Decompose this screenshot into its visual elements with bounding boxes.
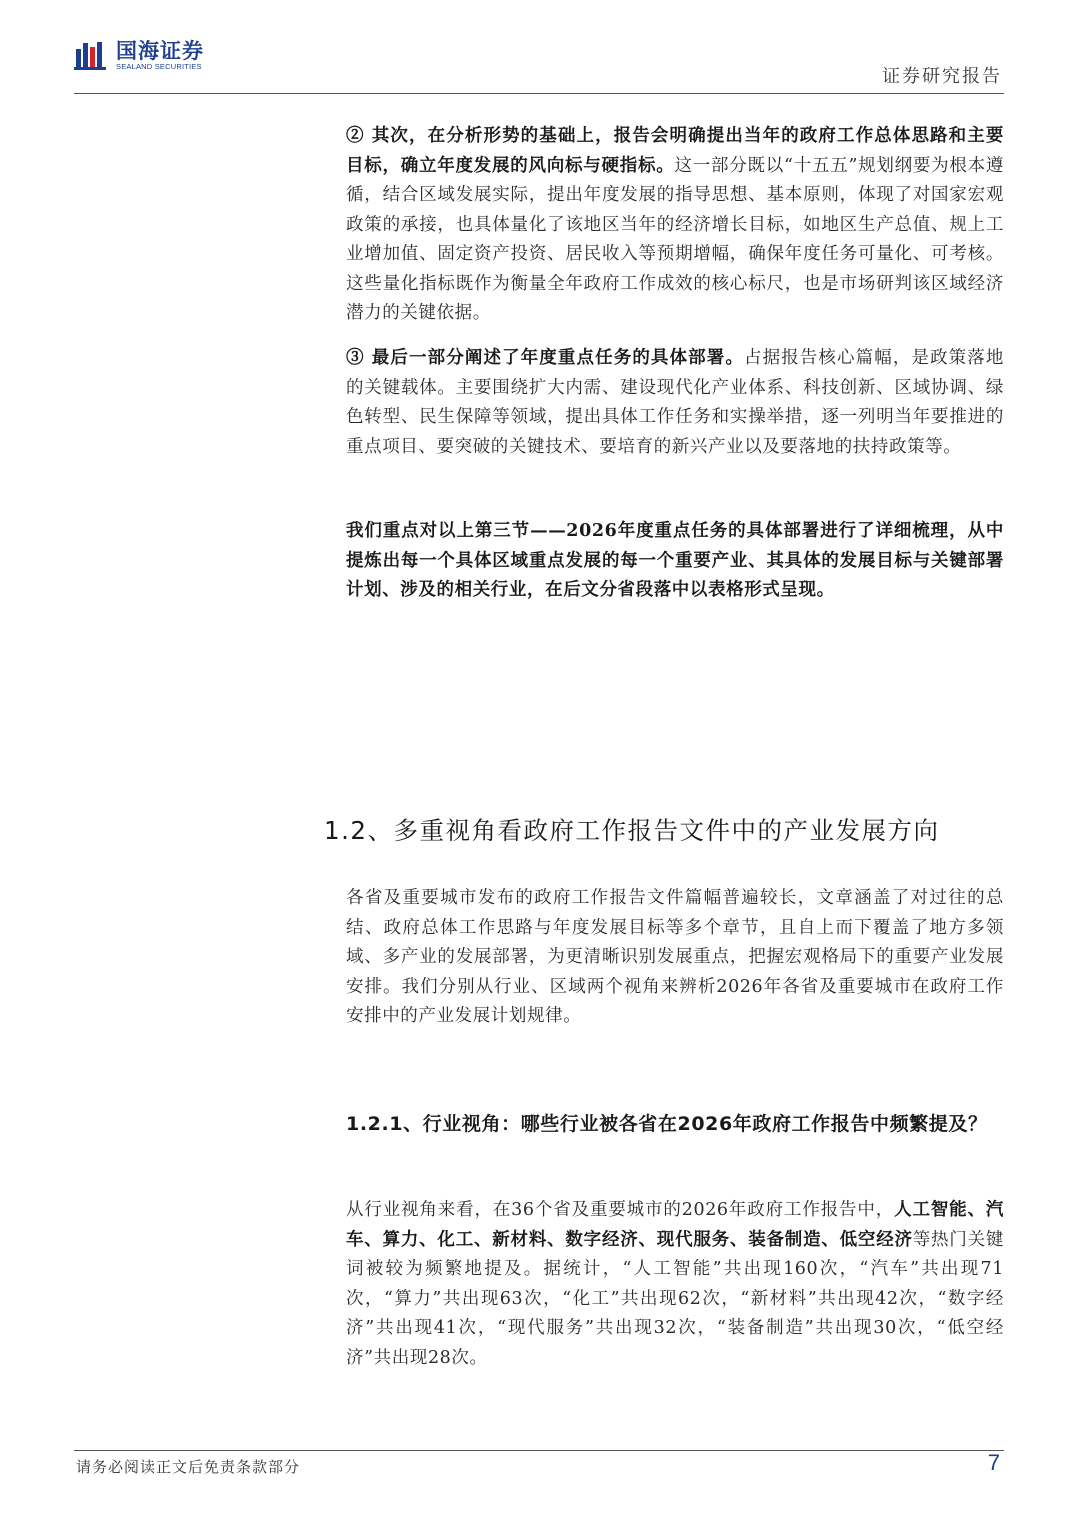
paragraph-objectives <box>346 122 1004 329</box>
paragraph-summary-text: 我们重点对以上第三节——2026年度重点任务的具体部署进行了详细梳理，从中提炼出每一个具体区域重点发展的每一个重要产业、其具体的发展目标与关键部署计划、涉及的相关行业，在后文分省段落中以表格形式呈现。 <box>346 521 1004 600</box>
paragraph-key-tasks <box>346 344 1004 462</box>
company-logo <box>74 40 204 71</box>
section-1-2-paragraph: 各省及重要城市发布的政府工作报告文件篇幅普遍较长，文章涵盖了对过往的总结、政府总体工作思路与年度发展目标等多个章节，且自上而下覆盖了地方多领域、多产业的发展部署，为更清晰识别发展重点，把握宏观格局下的重要产业发展安排。我们分别从行业、区域两个视角来辨析2026年各省及重要城市在政府工作安排中的产业发展计划规律。 <box>346 888 1004 1026</box>
section-1-2-body <box>346 884 1004 1032</box>
footer-divider <box>74 1450 1004 1451</box>
sealand-logo-icon <box>74 41 108 71</box>
paragraph-objectives-lead: ② 其次，在分析形势的基础上，报告会明确提出当年的政府工作总体思路和主要目标，确立年度发展的风向标与硬指标。 <box>346 126 1004 176</box>
paragraph-summary <box>346 517 1004 606</box>
page-header <box>0 0 1080 98</box>
page-number: 7 <box>987 1450 1000 1475</box>
logo-chinese-name: 国海证券 <box>116 39 204 63</box>
industry-keywords: 人工智能、汽车、算力、化工、新材料、数字经济、现代服务、装备制造、低空经济 <box>346 1200 1004 1250</box>
section-heading-1-2: 1.2、多重视角看政府工作报告文件中的产业发展方向 <box>324 816 940 845</box>
logo-english-name: SEALAND SECURITIES <box>116 62 202 71</box>
paragraph-key-tasks-body: 占据报告核心篇幅，是政策落地的关键载体。主要围绕扩大内需、建设现代化产业体系、科技创新、区域协调、绿色转型、民生保障等领域，提出具体工作任务和实操举措，逐一列明当年要推进的重点项目、要突破的关键技术、要培育的新兴产业以及要落地的扶持政策等。 <box>346 348 1004 457</box>
paragraph-objectives-body: 这一部分既以“十五五”规划纲要为根本遵循，结合区域发展实际，提出年度发展的指导思想、基本原则，体现了对国家宏观政策的承接，也具体量化了该地区当年的经济增长目标，如地区生产总值、规上工业增加值、固定资产投资、居民收入等预期增幅，确保年度任务可量化、可考核。这些量化指标既作为衡量全年政府工作成效的核心标尺，也是市场研判该区域经济潜力的关键依据。 <box>346 155 1004 323</box>
footer-disclaimer: 请务必阅读正文后免责条款部分 <box>76 1458 301 1476</box>
paragraph-key-tasks-lead: ③ 最后一部分阐述了年度重点任务的具体部署。 <box>346 348 744 368</box>
section-1-2-1-body <box>346 1196 1004 1373</box>
industry-intro-text: 从行业视角来看，在36个省及重要城市的2026年政府工作报告中， <box>346 1200 895 1220</box>
section-heading-1-2-1: 1.2.1、行业视角：哪些行业被各省在2026年政府工作报告中频繁提及？ <box>346 1113 988 1135</box>
industry-statistics-text: 等热门关键词被较为频繁地提及。据统计，“人工智能”共出现160次，“汽车”共出现71次，“算力”共出现63次，“化工”共出现62次，“新材料”共出现42次，“数字经济”共出现41次，“现代服务”共出现32次，“装备制造”共出现30次，“低空经济”共出现28次。 <box>346 1229 1004 1368</box>
header-divider <box>74 93 1004 94</box>
report-type-label: 证券研究报告 <box>882 66 1002 87</box>
